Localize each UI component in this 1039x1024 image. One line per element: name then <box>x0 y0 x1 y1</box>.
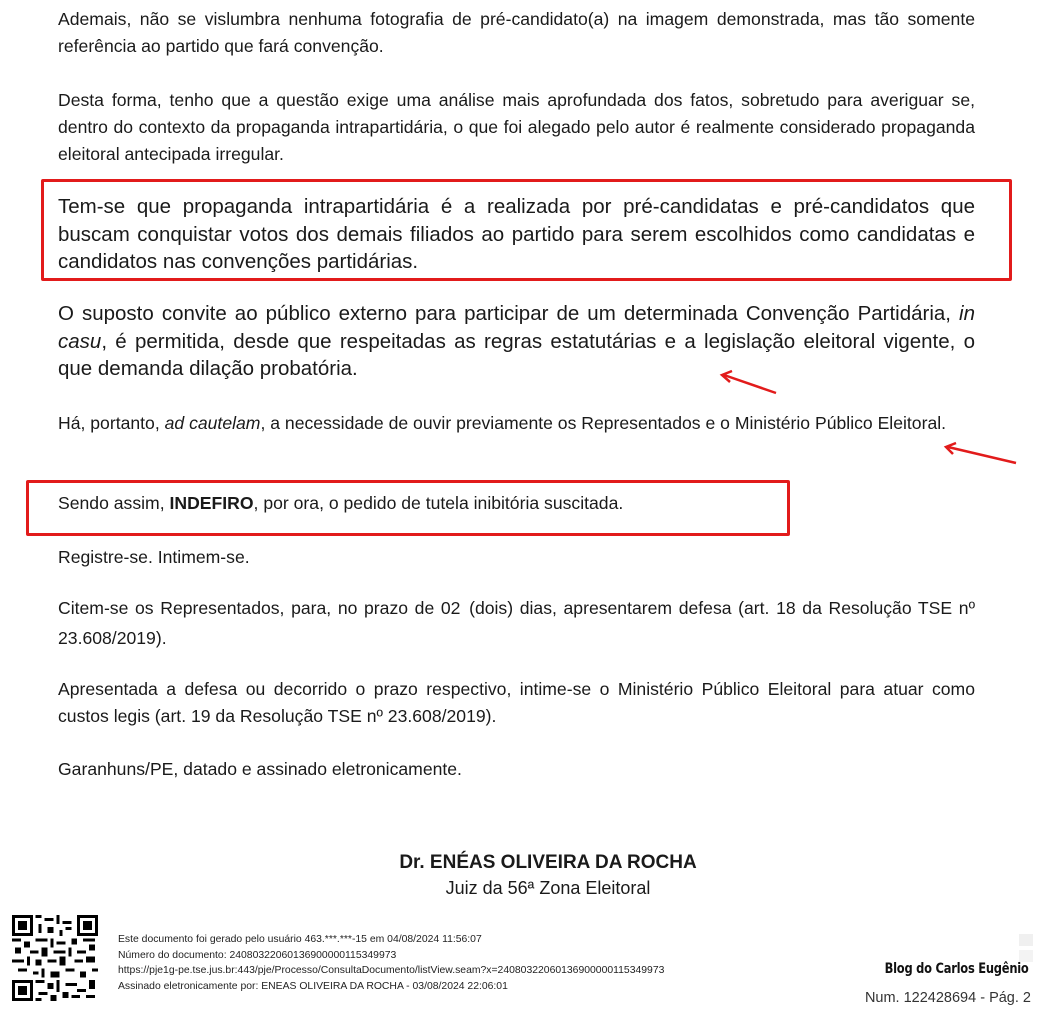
paragraph-text: O suposto convite ao público externo para participar de um determinada Convenção Partidária, <box>58 302 960 325</box>
paragraph-text: Apresentada a defesa ou decorrido o prazo respectivo, intime-se o Ministério Público Eleitoral para atuar como custos legis (art. 19 da Resolução TSE nº 23.608/2019). <box>58 679 975 726</box>
paragraph-text: , é permitida, desde que respeitadas as regras estatutárias e a legislação eleitoral vigente, o que demanda dilação probatória. <box>58 329 975 380</box>
paragraph-text: Há, portanto, <box>58 413 165 433</box>
paragraph-text: Registre-se. Intimem-se. <box>58 547 250 567</box>
document-url-line[interactable]: https://pje1g-pe.tse.jus.br:443/pje/Processo/ConsultaDocumento/listView.seam?x=24080322060136900000115349973 <box>118 965 665 976</box>
generated-by-line: Este documento foi gerado pelo usuário 463.***.***-15 em 04/08/2024 11:56:07 <box>118 934 482 945</box>
paragraph-convention-invite <box>58 300 975 383</box>
blog-watermark: Blog do Carlos Eugênio <box>885 961 1029 977</box>
signature-role: Juiz da 56ª Zona Eleitoral <box>445 878 651 898</box>
paragraph-text: , por ora, o pedido de tutela inibitória suscitada. <box>253 493 624 513</box>
paragraph-text: , a necessidade de ouvir previamente os Representados e o Ministério Público Eleitoral. <box>260 413 947 433</box>
paragraph-deeper-analysis <box>58 87 975 168</box>
paragraph-text: Citem-se os Representados, para, no prazo de 02 <box>58 598 461 618</box>
paragraph-place-date <box>58 756 975 783</box>
document-metadata <box>118 932 664 994</box>
decision-keyword: INDEFIRO <box>169 493 254 513</box>
paragraph-text: Sendo assim, <box>58 493 170 513</box>
red-arrow-icon <box>942 441 1018 467</box>
paragraph-text: (dois) dias, apresentarem defesa (art. 18 da Resolução TSE nº 23.608/2019). <box>58 598 975 648</box>
latin-term-in-casu: in casu <box>58 302 975 353</box>
paragraph-ad-cautelam <box>58 410 975 437</box>
red-arrow-icon <box>718 369 780 397</box>
faint-artifact <box>1019 934 1033 964</box>
paragraph-photo-absence <box>58 6 975 60</box>
paragraph-text: Garanhuns/PE, datado e assinado eletronicamente. <box>58 759 462 779</box>
paragraph-text: Desta forma, tenho que a questão exige uma análise mais aprofundada dos fatos, sobretudo para averiguar se, dentro do contexto da propaganda intrapartidária, o que foi alegado pelo autor é realmente considerado propaganda eleitoral antecipada irregular. <box>58 90 975 164</box>
signed-by-line: Assinado eletronicamente por: ENEAS OLIVEIRA DA ROCHA - 03/08/2024 22:06:01 <box>118 980 508 992</box>
qr-code-icon <box>12 914 98 1002</box>
paragraph-summons <box>58 595 975 652</box>
document-number-line: Número do documento: 24080322060136900000115349973 <box>118 949 397 961</box>
latin-term-ad-cautelam: ad cautelam <box>164 413 261 433</box>
signature-name: Dr. ENÉAS OLIVEIRA DA ROCHA <box>399 852 697 873</box>
paragraph-decision <box>58 490 975 517</box>
paragraph-text: Tem-se que propaganda intrapartidária é a realizada por pré-candidatas e pré-candidatos que buscam conquistar votos dos demais filiados ao partido para serem escolhidos como candidatas e candidatos nas convenções partidárias. <box>58 195 975 273</box>
paragraph-register <box>58 544 975 571</box>
paragraph-ministry <box>58 676 975 730</box>
page-number: Num. 122428694 - Pág. 2 <box>864 990 1031 1006</box>
paragraph-text: Ademais, não se vislumbra nenhuma fotografia de pré-candidato(a) na imagem demonstrada, mas tão somente referência ao partido que fará convenção. <box>58 9 975 56</box>
paragraph-intraparty-definition <box>58 193 975 276</box>
